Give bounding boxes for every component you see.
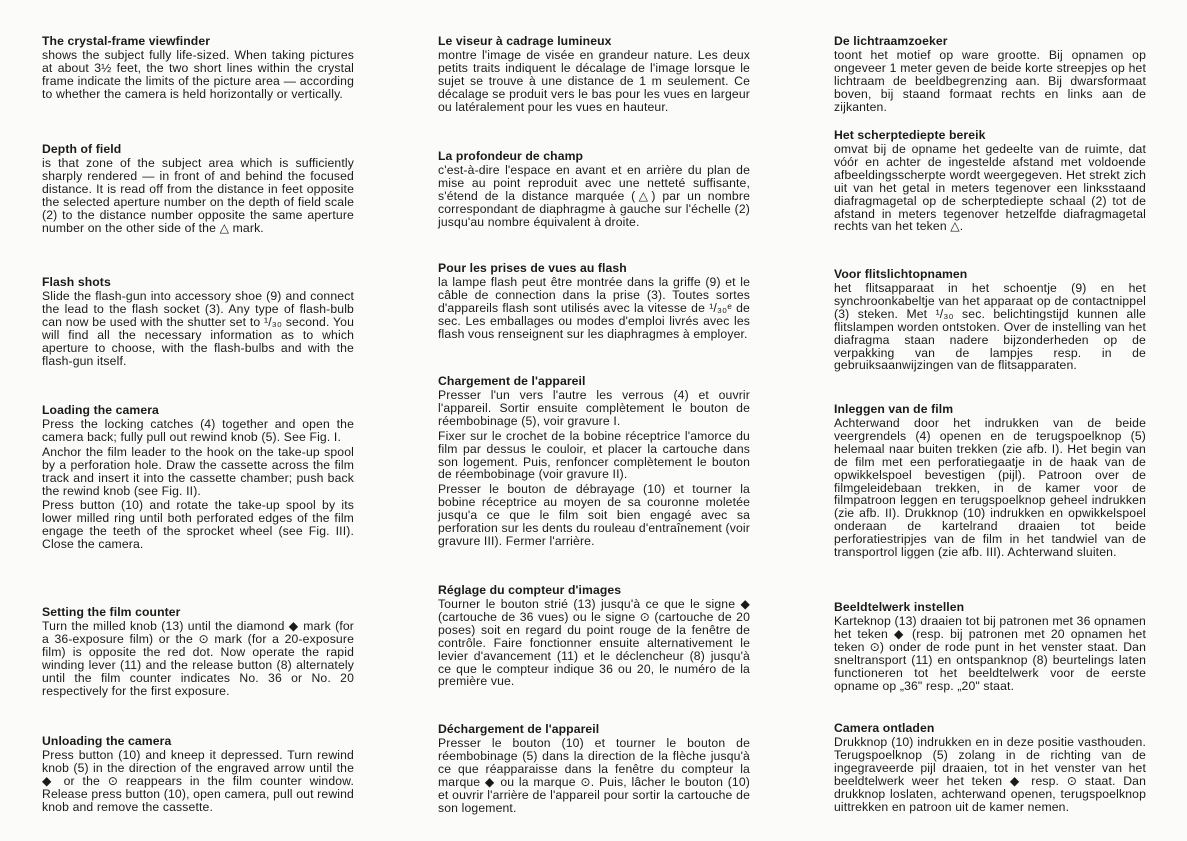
section-nl-3 — [834, 402, 1146, 559]
section-paragraph: Press button (10) and kneep it depressed. Turn rewind knob (5) in the direction of the engraved arrow until the ◆ or the ⊙ reappears in the film counter window. Release press button (10), open camera, pull out rewind knob and remove the cassette. — [42, 748, 354, 814]
section-nl-0 — [834, 34, 1146, 114]
section-nl-5 — [834, 721, 1146, 813]
section-heading: Voor flitslichtopnamen — [834, 267, 968, 281]
section-paragraph: Slide the flash-gun into accessory shoe (9) and connect the lead to the flash socket (3). Any type of flash-bulb can now be used with the shutter set to ¹/₃₀ second. You will find all the necessary information as to which aperture to choose, with the flash-bulbs and with the flash-gun itself. — [42, 289, 354, 368]
section-paragraph: shows the subject fully life-sized. When taking pictures at about 3½ feet, the two short lines within the crystal frame indicate the limits of the picture area — according to whether the camera is held horizontally or vertically. — [42, 48, 354, 101]
section-fr-1 — [438, 149, 750, 229]
section-paragraph: Achterwand door het indrukken van de beide veergrendels (4) openen en de terugspoelknop (5) helemaal naar buiten trekken (zie afb. I). Het begin van de film met een perforatiegaatje in de haak van de opwikkelspoel bevestigen (pijl). Patroon over de filmgeleidebaan trekken, in de kamer voor de filmpatroon leggen en terugspoelknop geheel indrukken (zie afb. II). Drukknop (10) indrukken en opwikkelspoel onderaan de kartelrand draaien tot beide perforatiestripjes van de film in het tandwiel van de transportrol liggen (zie afb. III). Achterwand sluiten. — [834, 416, 1146, 560]
section-paragraph: Presser l'un vers l'autre les verrous (4) et ouvrir l'appareil. Sortir ensuite complètement le bouton de réembobinage (5), voir gravure I. — [438, 388, 750, 428]
section-heading: Beeldtelwerk instellen — [834, 600, 965, 614]
section-paragraph: la lampe flash peut être montrée dans la griffe (9) et le câble de connection dans la prise (3). Toutes sortes d'appareils flash sont utilisés avec la vitesse de ¹/₃₀ᵉ de sec. Les emballages ou modes d'emploi livrés avec les flash vous renseignent sur les diaphragmes à employer. — [438, 275, 750, 341]
section-paragraph: Drukknop (10) indrukken en in deze positie vasthouden. Terugspoelknop (5) zolang in de richting van de ingegraveerde pijl draaien, tot in het venster van het beeldtelwerk weer het teken ◆ resp. ⊙ staat. Dan drukknop loslaten, achterwand openen, terugspoelknop uittrekken en patroon uit de kamer nemen. — [834, 735, 1146, 814]
section-paragraph: Tourner le bouton strié (13) jusqu'à ce que le signe ◆ (cartouche de 36 vues) ou le signe ⊙ (cartouche de 20 poses) soit en regard du point rouge de la fenêtre de contrôle. Faire fonctionner ensuite alternativement le levier d'avancement (11) et le déclencheur (8) jusqu'à ce que le compteur indique 36 ou 20, le numéro de la première vue. — [438, 597, 750, 689]
section-paragraph: Presser le bouton de débrayage (10) et tourner la bobine réceptrice au moyen de sa couronne moletée jusqu'a ce que le film soit bien engagé avec sa perforation sur les dents du rouleau d'entraînement (voir gravure III). Fermer l'arrière. — [438, 482, 750, 548]
section-en-0 — [42, 34, 354, 101]
section-en-5 — [42, 734, 354, 814]
section-heading: Inleggen van de film — [834, 402, 954, 416]
section-nl-4 — [834, 600, 1146, 692]
section-paragraph: c'est-à-dire l'espace en avant et en arrière du plan de mise au point reproduit avec une netteté suffisante, s'étend de la distance marquée (△) par un nombre correspondant de diaphragme à gauche sur l'échelle (2) jusqu'au nombre équivalent à droite. — [438, 163, 750, 229]
section-paragraph: Fixer sur le crochet de la bobine réceptrice l'amorce du film par dessus le couloir, et placer la cartouche dans son logement. Puis, renfoncer complètement le bouton de réembobinage (voir gravure II). — [438, 428, 750, 482]
section-paragraph: Press button (10) and rotate the take-up spool by its lower milled ring until both perforated edges of the film engage the teeth of the sprocket wheel (see Fig. III). Close the camera. — [42, 498, 354, 552]
section-paragraph: het flitsapparaat in het schoentje (9) en het synchroonkabeltje van het apparaat op de contactnippel (3) steken. Met ¹/₃₀ sec. belichtingstijd kunnen alle flitslampen worden ontstoken. Over de instelling van het diafragma staan nadere bijzonderheden op de verpakking van de lampjes resp. in de gebruiksaanwijzingen van de flitsapparaten. — [834, 281, 1146, 373]
section-heading: Pour les prises de vues au flash — [438, 261, 627, 275]
section-paragraph: Turn the milled knob (13) until the diamond ◆ mark (for a 36-exposure film) or the ⊙ mark (for a 20-exposure film) is opposite the red dot. Now operate the rapid winding lever (11) and the release button (8) alternately until the film counter indicates No. 36 or No. 20 respectively for the first exposure. — [42, 619, 354, 698]
section-heading: The crystal-frame viewfinder — [42, 34, 211, 48]
section-en-4 — [42, 605, 354, 697]
section-nl-1 — [834, 128, 1146, 233]
section-heading: De lichtraamzoeker — [834, 34, 948, 48]
section-heading: Camera ontladen — [834, 721, 935, 735]
section-paragraph: is that zone of the subject area which is sufficiently sharply rendered — in front of and behind the focused distance. It is read off from the distance in feet opposite the selected aperture number on the depth of field scale (2) to the distance number opposite the same aperture number on the other side of the △ mark. — [42, 156, 354, 235]
section-heading: Déchargement de l'appareil — [438, 722, 600, 736]
section-heading: Setting the film counter — [42, 605, 181, 619]
section-heading: Le viseur à cadrage lumineux — [438, 34, 612, 48]
section-fr-4 — [438, 583, 750, 688]
section-heading: Flash shots — [42, 275, 111, 289]
section-fr-5 — [438, 722, 750, 814]
section-fr-2 — [438, 261, 750, 341]
section-heading: Depth of field — [42, 142, 122, 156]
section-paragraph: Anchor the film leader to the hook on the take-up spool by a perforation hole. Draw the cassette across the film track and insert it into the cassette chamber; push back the rewind knob (see Fig. II). — [42, 444, 354, 498]
section-paragraph: Press the locking catches (4) together and open the camera back; fully pull out rewind knob (5). See Fig. I. — [42, 417, 354, 444]
section-paragraph: omvat bij de opname het gedeelte van de ruimte, dat vóór en achter de ingestelde afstand met voldoende afbeeldingsscherpte wordt weergegeven. Het strekt zich uit van het getal in meters tegenover een linksstaand diafragmagetal op de scherptediepte schaal (2) tot de afstand in meters tegenover hetzelfde diafragmagetal rechts van het teken △. — [834, 142, 1146, 234]
section-nl-2 — [834, 267, 1146, 372]
section-heading: La profondeur de champ — [438, 149, 584, 163]
section-heading: Réglage du compteur d'images — [438, 583, 622, 597]
section-heading: Loading the camera — [42, 403, 159, 417]
section-fr-3 — [438, 374, 750, 548]
section-heading: Unloading the camera — [42, 734, 172, 748]
section-fr-0 — [438, 34, 750, 114]
section-en-1 — [42, 142, 354, 234]
section-paragraph: montre l'image de visée en grandeur nature. Les deux petits traits indiquent le décalage de l'image lorsque le sujet se trouve à une distance de 1 m seulement. Ce décalage se produit vers le bas pour les vues en largeur ou latéralement pour les vues en hauteur. — [438, 48, 750, 114]
section-heading: Chargement de l'appareil — [438, 374, 586, 388]
section-paragraph: Karteknop (13) draaien tot bij patronen met 36 opnamen het teken ◆ (resp. bij patronen met 20 opnamen het teken ⊙) onder de rode punt in het venster staat. Dan sneltransport (11) en ontspanknop (8) beurtelings laten functioneren tot het beeldtelwerk voor de eerste opname op „36" resp. „20" staat. — [834, 614, 1146, 693]
section-en-3 — [42, 403, 354, 551]
section-paragraph: Presser le bouton (10) et tourner le bouton de réembobinage (5) dans la direction de la flèche jusqu'à ce que réapparaisse dans la fenêtre du compteur la marque ◆ ou la marque ⊙. Puis, lâcher le bouton (10) et ouvrir l'arrière de l'appareil pour sortir la cartouche de son logement. — [438, 736, 750, 815]
section-paragraph: toont het motief op ware grootte. Bij opnamen op ongeveer 1 meter geven de beide korte streepjes op het lichtraam de beeldbegrenzing aan. Bij dwarsformaat boven, bij staand formaat rechts en links aan de zijkanten. — [834, 48, 1146, 114]
section-en-2 — [42, 275, 354, 367]
section-heading: Het scherptediepte bereik — [834, 128, 986, 142]
